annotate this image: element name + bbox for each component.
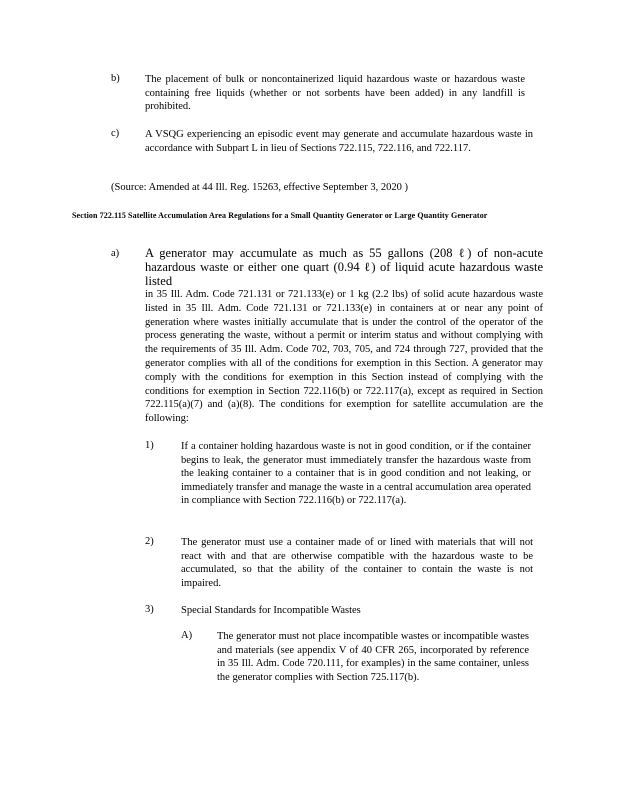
subsection-a-body xyxy=(145,246,543,426)
sub-condition-A-label: A) xyxy=(181,630,193,641)
subsection-a-rest: in 35 Ill. Adm. Code 721.131 or 721.133(e) or 1 kg (2.2 lbs) of solid acute hazardous waste listed in 35 Ill. Adm. Code 721.131 or 721.133(e) in containers at or near any point of generation where wastes initially accumulate that is under the control of the operator of the process generating the waste, without a permit or interim status and without complying with the requirements of 35 Ill. Adm. Code 702, 703, 705, and 724 through 727, provided that the generator complies with all of the conditions for exemption in this Section. A generator may comply with the conditions for exemption in this Section instead of complying with the conditions for exemption in Section 722.116(b) or 722.117(a), except as required in Section 722.115(a)(7) and (a)(8). The conditions for exemption for satellite accumulation are the following: xyxy=(145,289,543,425)
subsection-a-lead: A generator may accumulate as much as 55 gallons (208 ℓ) of non-acute hazardous waste or either one quart (0.94 ℓ) of liquid acute hazardous waste listed xyxy=(145,246,543,288)
item-c-text: A VSQG experiencing an episodic event may generate and accumulate hazardous waste in accordance with Subpart L in lieu of Sections 722.115, 722.116, and 722.117. xyxy=(145,129,533,154)
condition-3-text: Special Standards for Incompatible Wastes xyxy=(181,605,361,616)
condition-2-text: The generator must use a container made of or lined with materials that will not react with and that are otherwise compatible with the hazardous waste to be accumulated, so that the ability of the container to contain the waste is not impaired. xyxy=(181,537,533,589)
section-heading: Section 722.115 Satellite Accumulation Area Regulations for a Small Quantity Generator or Large Quantity Generator xyxy=(72,211,488,220)
source-note: (Source: Amended at 44 Ill. Reg. 15263, effective September 3, 2020 ) xyxy=(111,182,408,193)
subsection-a-label: a) xyxy=(111,248,120,259)
condition-1-text: If a container holding hazardous waste is not in good condition, or if the container begins to leak, the generator must immediately transfer the hazardous waste from the leaking container to a container that is in good condition and not leaking, or immediately transfer and manage the waste in a central accumulation area operated in compliance with Section 722.116(b) or 722.117(a). xyxy=(181,441,531,507)
item-b-label: b) xyxy=(111,73,120,84)
condition-3-label: 3) xyxy=(145,604,154,615)
sub-condition-A-text: The generator must not place incompatible wastes or incompatible wastes and materials (see appendix V of 40 CFR 265, incorporated by reference in 35 Ill. Adm. Code 720.111, for examples) in the same container, unless the generator complies with Section 725.117(b). xyxy=(217,631,529,683)
item-c-label: c) xyxy=(111,128,120,139)
item-b-text: The placement of bulk or noncontainerized liquid hazardous waste or hazardous waste containing free liquids (whether or not sorbents have been added) in any landfill is prohibited. xyxy=(145,74,525,113)
condition-1-label: 1) xyxy=(145,440,154,451)
condition-2-label: 2) xyxy=(145,536,154,547)
